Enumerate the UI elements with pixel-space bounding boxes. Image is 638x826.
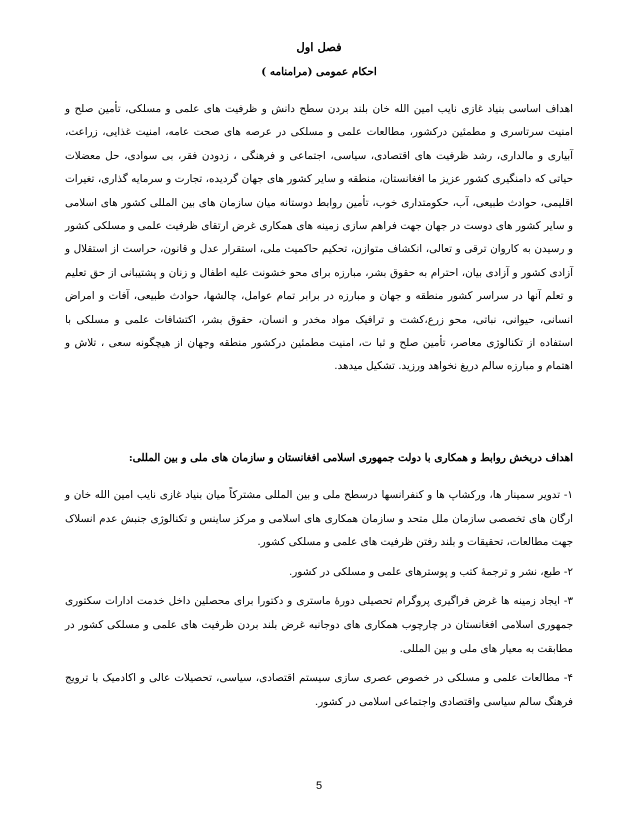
item-text: طبع، نشر و ترجمهٔ کتب و پوسترهای علمی و مسلکی در کشور. [288, 565, 561, 578]
list-item [65, 667, 573, 714]
item-text: ایجاد زمینه ها غرض فراگیری پروگرام تحصیلی دورهٔ ماستری و دکتورا برای محصلین داخل خدمت ادارات سکتوری جمهوری اسلامی افغانستان در چارچوب همکاری های دوجانبه غرض بلند بردن ظرفیت های علمی و مسلکی کشور در مطابقت به معیار های ملی و بین المللی. [65, 595, 573, 655]
item-text: تدویر سمینار ها، ورکشاپ ها و کنفرانسها درسطح ملی و بین المللی مشترکاً میان بنیاد غازی نایب امین الله خان و ارگان های تخصصی سازمان ملل متحد و سازمان همکاری های اسلامی و مرکز ساینس و تکنالوژی جنبش عدم انسلاک جهت مطالعات، تحقیقات و بلند رفتن ظرفیت های علمی و مسلکی کشور. [65, 489, 573, 549]
list-item [65, 561, 573, 585]
item-text: مطالعات علمی و مسلکی در خصوص عصری سازی سیستم اقتصادی، سیاسی، تحصیلات عالی و اکادمیک با ترویج فرهنگ سالم سیاسی واقتصادی واجتماعی اسلامی در کشور. [65, 672, 573, 708]
list-item [65, 484, 573, 555]
item-number: ۱- [563, 489, 573, 501]
intro-paragraph: اهداف اساسی بنیاد غازی نایب امین الله خان بلند بردن سطح دانش و ظرفیت های علمی و مسلکی، تأمین صلح و امنیت سرتاسری و مطمئین درکشور، مطالعات علمی و مسلکی در عرصه های صحت عامه، امنیت غذایی، زراعت، آبیاری و مالداری، رشد ظرفیت های اقتصادی، سیاسی، اجتماعی و فرهنگی ، زدودن فقر، بی سوادی، حل معضلات حیاتی که دامنگیری کشور عزیز ما افغانستان، منطقه و سایر کشور های جهان گردیده، تجارت و سرمایه گذاری، تغیرات اقلیمی، حوادث طبیعی، آب، حکومتداری خوب، تأمین روابط دوستانه میان سازمان های بین المللی کشور های اسلامی و سایر کشور های دوست در جهان جهت فراهم سازی زمینه های همکاری غرض ارتقای ظرفیت علمی و مسلکی کشور و رسیدن به کاروان ترقی و تعالی، انکشاف متوازن، تحکیم حاکمیت ملی، استقرار عدل و قانون، حراست از استقلال و آزادی کشور و آزادی بیان، احترام به حقوق بشر، مبارزه برای محو خشونت علیه اطفال و زنان و پشتیبانی از حق تعلیم و تعلم آنها در سراسر کشور منطقه و جهان و مبارزه در برابر تمام عوامل، چالشها، حوادث طبیعی، آفات و امراض انسانی، حیوانی، نباتی، محو زرع،کشت و ترافیک مواد مخدر و انسان، حقوق بشر، اکتشافات علمی و مسلکی با استفاده از تکنالوژی معاصر، تأمین صلح و ثبا ت، امنیت مطمئین درکشور منطقه وجهان از هیچگونه سعی ، تلاش و اهتمام و مبارزه سالم دریغ نخواهد ورزید. تشکیل میدهد. [65, 103, 573, 373]
item-number: ۴- [563, 672, 573, 685]
chapter-subtitle: احکام عمومی (مرامنامه ) [261, 66, 377, 78]
item-number: ۲- [563, 565, 573, 578]
list-item [65, 590, 573, 661]
chapter-title: فصل اول [296, 40, 342, 54]
page-number: 5 [315, 780, 323, 792]
section-heading: اهداف دربخش روابط و همکاری با دولت جمهوری اسلامی افغانستان و سازمان های ملی و بین المللی: [128, 452, 573, 464]
item-number: ۳- [563, 595, 574, 608]
objectives-list [65, 484, 573, 720]
